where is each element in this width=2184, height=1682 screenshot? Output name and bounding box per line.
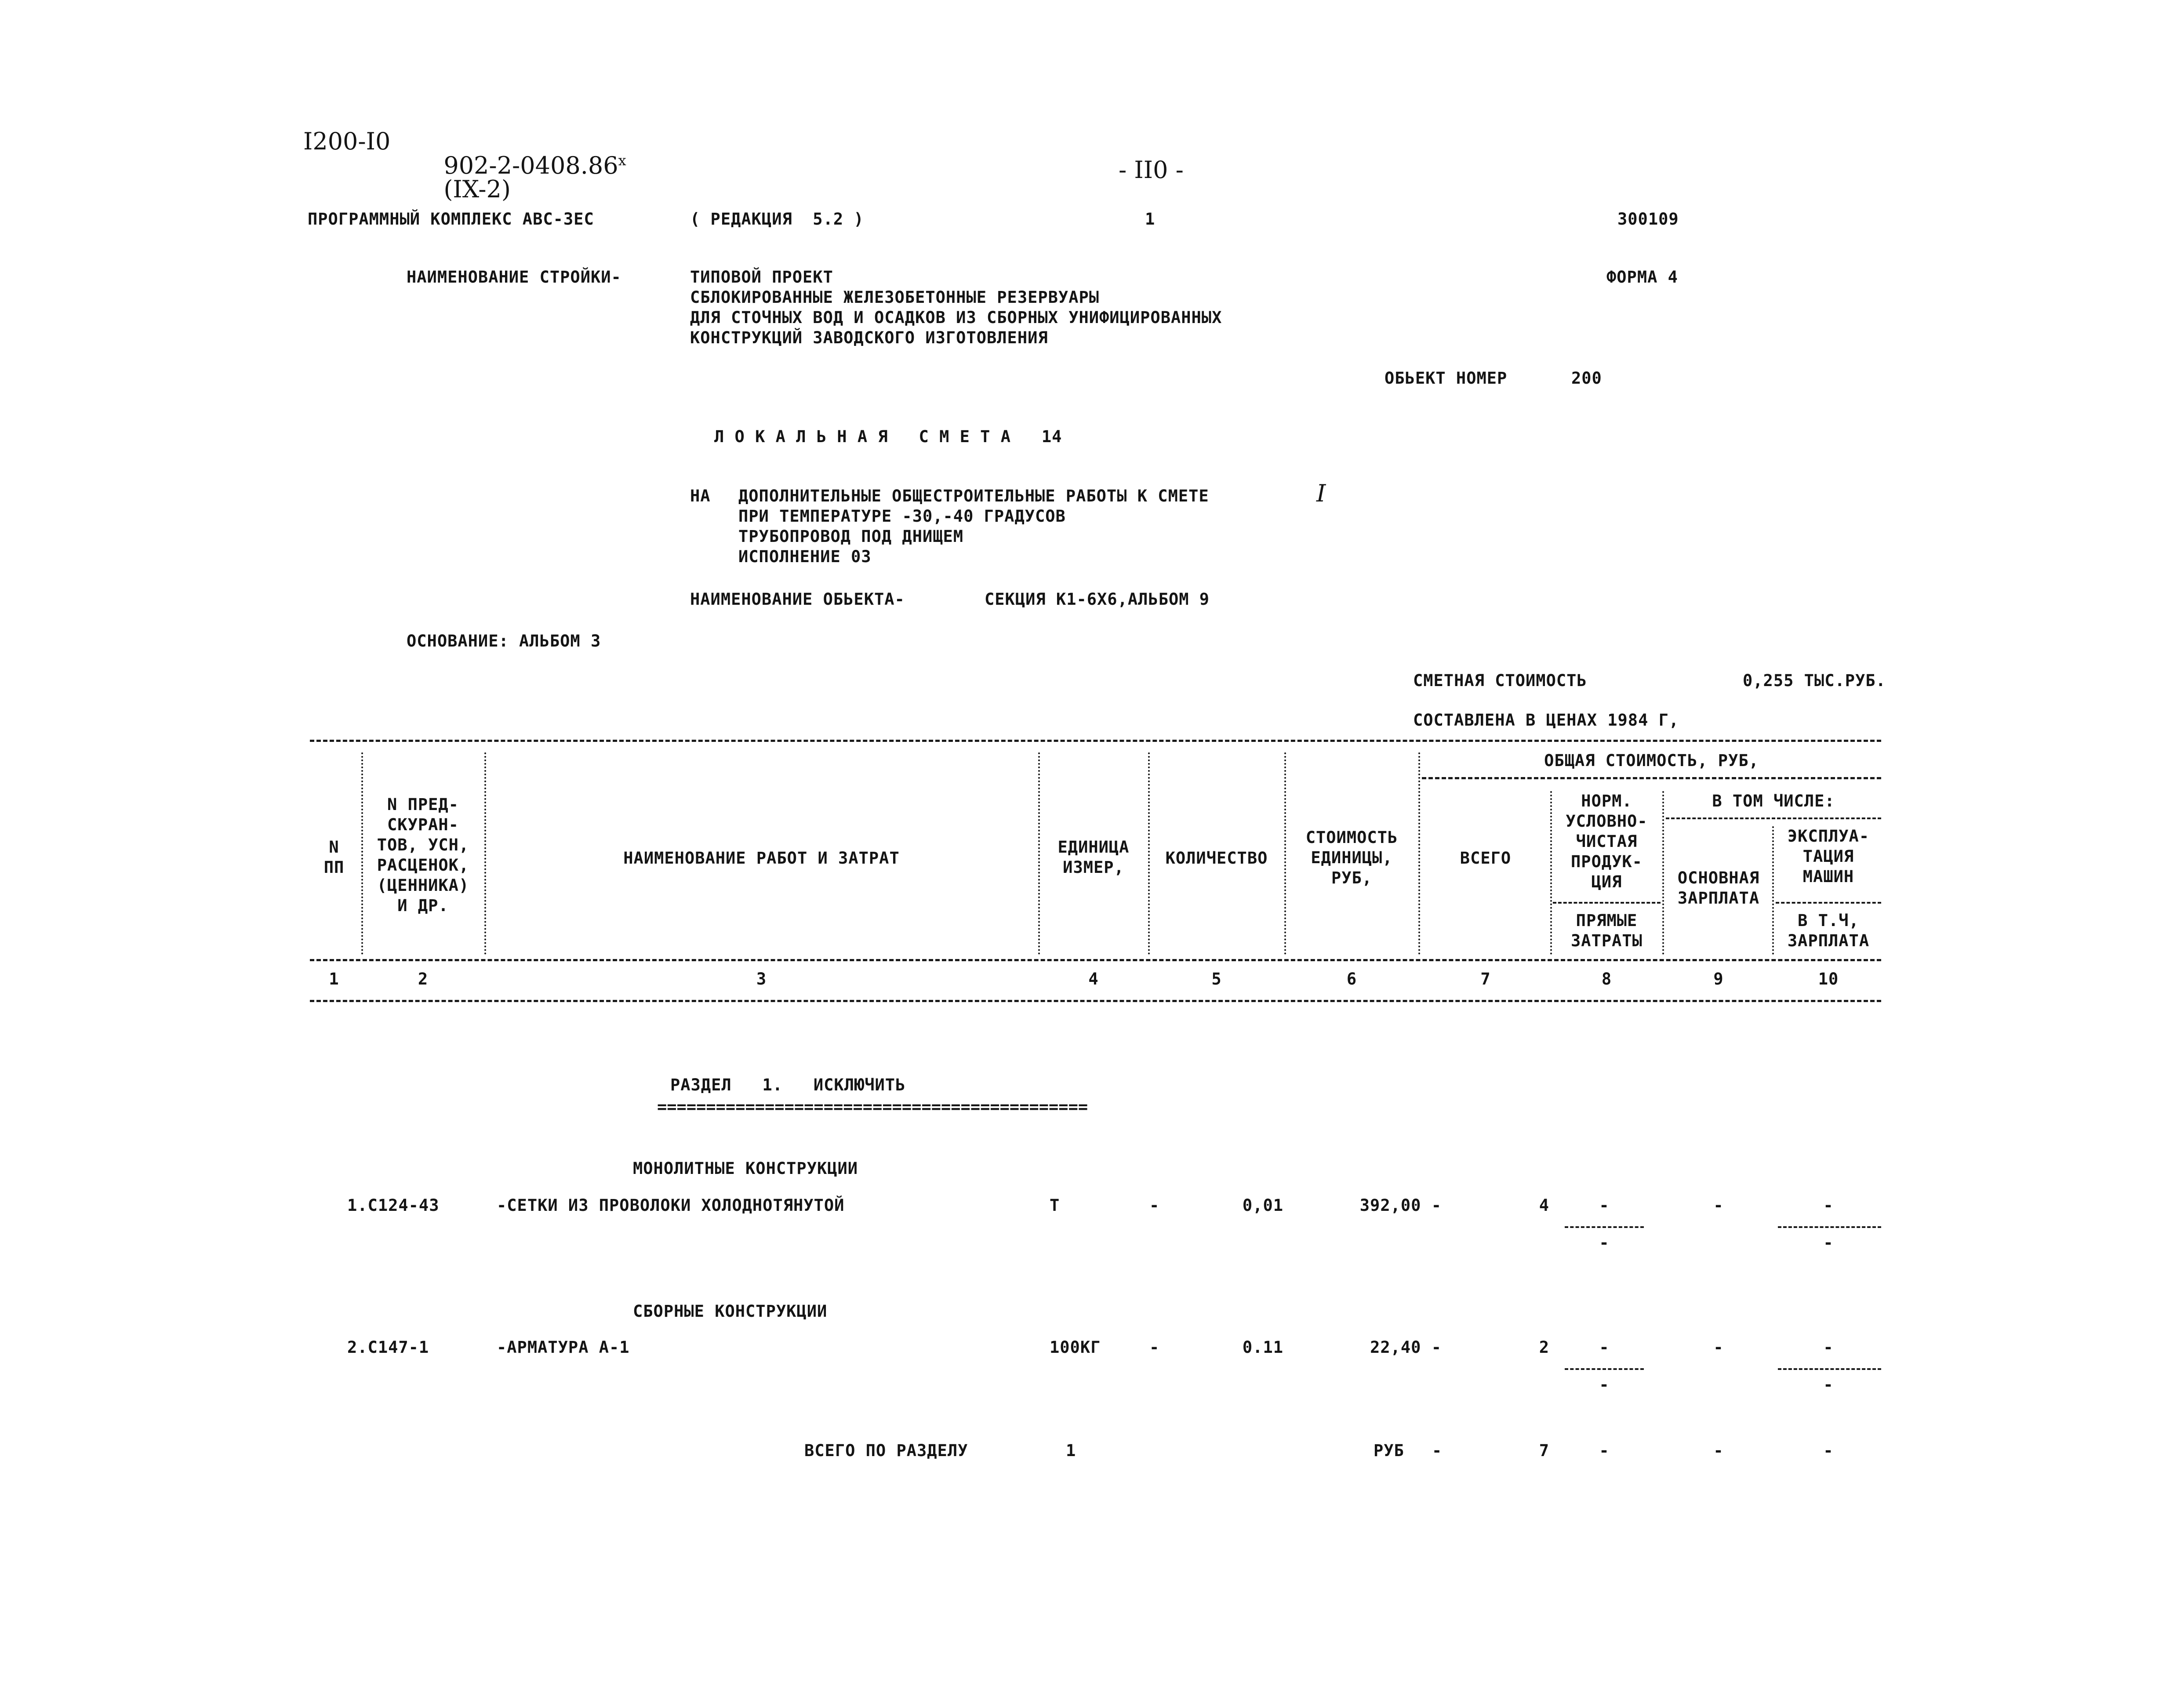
row-name: -СЕТКИ ИЗ ПРОВОЛОКИ ХОЛОДНОТЯНУТОЙ: [497, 1196, 845, 1215]
row-col-9: -: [1713, 1338, 1724, 1357]
construction-line-4: КОНСТРУКЦИЙ ЗАВОДСКОГО ИЗГОТОВЛЕНИЯ: [690, 328, 1048, 347]
row-col-10-bottom: -: [1823, 1375, 1834, 1394]
purpose-line-3: ТРУБОПРОВОД ПОД ДНИЩЕМ: [738, 527, 964, 546]
software-name: ПРОГРАММНЫЙ КОМПЛЕКС АВС-ЗЕС: [308, 210, 594, 229]
table-top-rule: [310, 740, 1881, 742]
col-separator: [1284, 752, 1286, 955]
row-col-10-divider: [1778, 1368, 1881, 1370]
form-number: ФОРМА 4: [1606, 268, 1678, 287]
software-edition: ( РЕДАКЦИЯ 5.2 ): [690, 210, 864, 229]
cost-value: 0,255 ТЫС.РУБ.: [1743, 671, 1886, 690]
album-code: (IX-2): [443, 175, 511, 203]
header-col-8-bottom: ПРЯМЫЕ ЗАТРАТЫ: [1571, 911, 1643, 950]
row-col-8: -: [1599, 1338, 1610, 1357]
row-col-8-divider: [1565, 1226, 1644, 1228]
total-group-rule: [1422, 777, 1881, 779]
header-bottom-rule: [310, 959, 1881, 961]
col-separator: [1418, 752, 1420, 955]
header-incl-group: В ТОМ ЧИСЛЕ:: [1712, 792, 1835, 810]
construction-label: НАИМЕНОВАНИЕ СТРОЙКИ-: [407, 268, 621, 287]
estimate-title: Л О К А Л Ь Н А Я С М Е Т А 14: [714, 427, 1062, 446]
col-10-divider: [1776, 902, 1881, 904]
section-total-label: ВСЕГО ПО РАЗДЕЛУ: [804, 1441, 968, 1460]
section-underline: ============================================: [657, 1097, 1088, 1116]
col-number: 1: [329, 970, 339, 988]
section-total-dash: -: [1432, 1441, 1443, 1460]
header-col-10-bottom: В Т.Ч, ЗАРПЛАТА: [1787, 911, 1870, 950]
header-col-2: N ПРЕД- СКУРАН- ТОВ, УСН, РАСЦЕНОК, (ЦЕННИКА) И ДР.: [377, 795, 469, 915]
header-total-group: ОБЩАЯ СТОИМОСТЬ, РУБ,: [1544, 751, 1759, 770]
row-unit-dash: -: [1149, 1196, 1160, 1215]
row-total: 4: [1539, 1196, 1549, 1215]
group-title-precast: СБОРНЫЕ КОНСТРУКЦИИ: [633, 1302, 828, 1321]
sheet-index: 1: [1145, 210, 1156, 229]
row-col-8-divider: [1565, 1368, 1644, 1370]
section-total-value: 7: [1539, 1441, 1549, 1460]
project-code-main: 902-2-0408.86: [443, 152, 618, 179]
incl-group-rule: [1666, 817, 1881, 819]
row-col-8-bottom: -: [1599, 1233, 1610, 1252]
object-name-value: СЕКЦИЯ К1-6Х6,АЛЬБОМ 9: [985, 590, 1210, 609]
col-separator: [1148, 752, 1150, 955]
col-number: 2: [418, 970, 429, 988]
header-col-3: НАИМЕНОВАНИЕ РАБОТ И ЗАТРАТ: [623, 849, 900, 868]
purpose-line-2: ПРИ ТЕМПЕРАТУРЕ -30,-40 ГРАДУСОВ: [738, 507, 1066, 526]
row-total: 2: [1539, 1338, 1549, 1357]
prices-year: СОСТАВЛЕНА В ЦЕНАХ 1984 Г,: [1413, 711, 1679, 730]
col-8-divider: [1553, 902, 1661, 904]
col-separator: [1662, 791, 1664, 955]
col-number: 5: [1211, 970, 1222, 988]
col-number: 9: [1713, 970, 1724, 988]
sheet-code: I200-I0: [303, 127, 391, 155]
header-col-6: СТОИМОСТЬ ЕДИНИЦЫ, РУБ,: [1305, 828, 1398, 887]
construction-line-2: СБЛОКИРОВАННЫЕ ЖЕЛЕЗОБЕТОННЫЕ РЕЗЕРВУАРЫ: [690, 288, 1100, 307]
row-col-9: -: [1713, 1196, 1724, 1215]
row-col-8: -: [1599, 1196, 1610, 1215]
header-col-9: ОСНОВНАЯ ЗАРПЛАТА: [1677, 868, 1760, 908]
row-col-10: -: [1823, 1196, 1834, 1215]
row-code: 2.С147-1: [347, 1338, 429, 1357]
row-unit-dash: -: [1149, 1338, 1160, 1357]
row-unit-price: 22,40 -: [1370, 1338, 1442, 1357]
row-quantity: 0,01: [1242, 1196, 1283, 1215]
purpose-line-1: ДОПОЛНИТЕЛЬНЫЕ ОБЩЕСТРОИТЕЛЬНЫЕ РАБОТЫ К СМЕТЕ: [738, 487, 1209, 505]
row-col-10: -: [1823, 1338, 1834, 1357]
header-col-5: КОЛИЧЕСТВО: [1165, 849, 1268, 868]
row-name: -АРМАТУРА А-1: [497, 1338, 630, 1357]
section-total-col-9: -: [1713, 1441, 1724, 1460]
cost-label: СМЕТНАЯ СТОИМОСТЬ: [1413, 671, 1587, 690]
section-title: РАЗДЕЛ 1. ИСКЛЮЧИТЬ: [670, 1075, 906, 1094]
section-total-unit: РУБ: [1374, 1441, 1404, 1460]
row-unit: Т: [1050, 1196, 1060, 1215]
col-number: 6: [1346, 970, 1357, 988]
header-col-8-top: НОРМ. УСЛОВНО- ЧИСТАЯ ПРОДУК- ЦИЯ: [1566, 792, 1648, 891]
object-number-value: 200: [1571, 369, 1602, 388]
object-name-label: НАИМЕНОВАНИЕ ОБЬЕКТА-: [690, 590, 905, 609]
row-quantity: 0.11: [1242, 1338, 1283, 1357]
construction-line-1: ТИПОВОЙ ПРОЕКТ: [690, 268, 833, 287]
object-number-label: ОБЬЕКТ НОМЕР: [1385, 369, 1508, 388]
col-number: 4: [1088, 970, 1099, 988]
row-col-10-bottom: -: [1823, 1233, 1834, 1252]
handwritten-estimate-ref: I: [1316, 480, 1326, 507]
page-number: - II0 -: [1119, 156, 1184, 184]
col-separator: [484, 752, 486, 955]
header-col-10-top: ЭКСПЛУА- ТАЦИЯ МАШИН: [1787, 827, 1870, 886]
purpose-prefix: НА: [690, 487, 711, 505]
row-code: 1.С124-43: [347, 1196, 440, 1215]
section-total-col-10: -: [1823, 1441, 1834, 1460]
row-col-8-bottom: -: [1599, 1375, 1610, 1394]
numbers-bottom-rule: [310, 1000, 1881, 1002]
section-total-number: 1: [1066, 1441, 1076, 1460]
col-number: 10: [1818, 970, 1839, 988]
row-unit: 100КГ: [1050, 1338, 1101, 1357]
header-col-4: ЕДИНИЦА ИЗМЕР,: [1057, 838, 1130, 877]
header-col-7: ВСЕГО: [1460, 849, 1512, 868]
header-col-1: N ПП: [323, 838, 345, 877]
section-total-col-8: -: [1599, 1441, 1610, 1460]
col-number: 8: [1601, 970, 1612, 988]
row-unit-price: 392,00 -: [1359, 1196, 1442, 1215]
col-number: 3: [756, 970, 767, 988]
col-separator: [361, 752, 363, 955]
col-number: 7: [1480, 970, 1491, 988]
row-col-10-divider: [1778, 1226, 1881, 1228]
program-code: 300109: [1617, 210, 1679, 229]
col-separator: [1550, 791, 1552, 955]
col-separator: [1038, 752, 1040, 955]
basis: ОСНОВАНИЕ: АЛЬБОМ 3: [407, 632, 601, 650]
project-code: [429, 130, 626, 201]
project-code-superscript: x: [618, 152, 626, 169]
col-separator: [1772, 826, 1774, 955]
construction-line-3: ДЛЯ СТОЧНЫХ ВОД И ОСАДКОВ ИЗ СБОРНЫХ УНИФИЦИРОВАННЫХ: [690, 308, 1222, 327]
purpose-line-4: ИСПОЛНЕНИЕ 03: [738, 547, 872, 566]
group-title-monolithic: МОНОЛИТНЫЕ КОНСТРУКЦИИ: [633, 1159, 858, 1178]
